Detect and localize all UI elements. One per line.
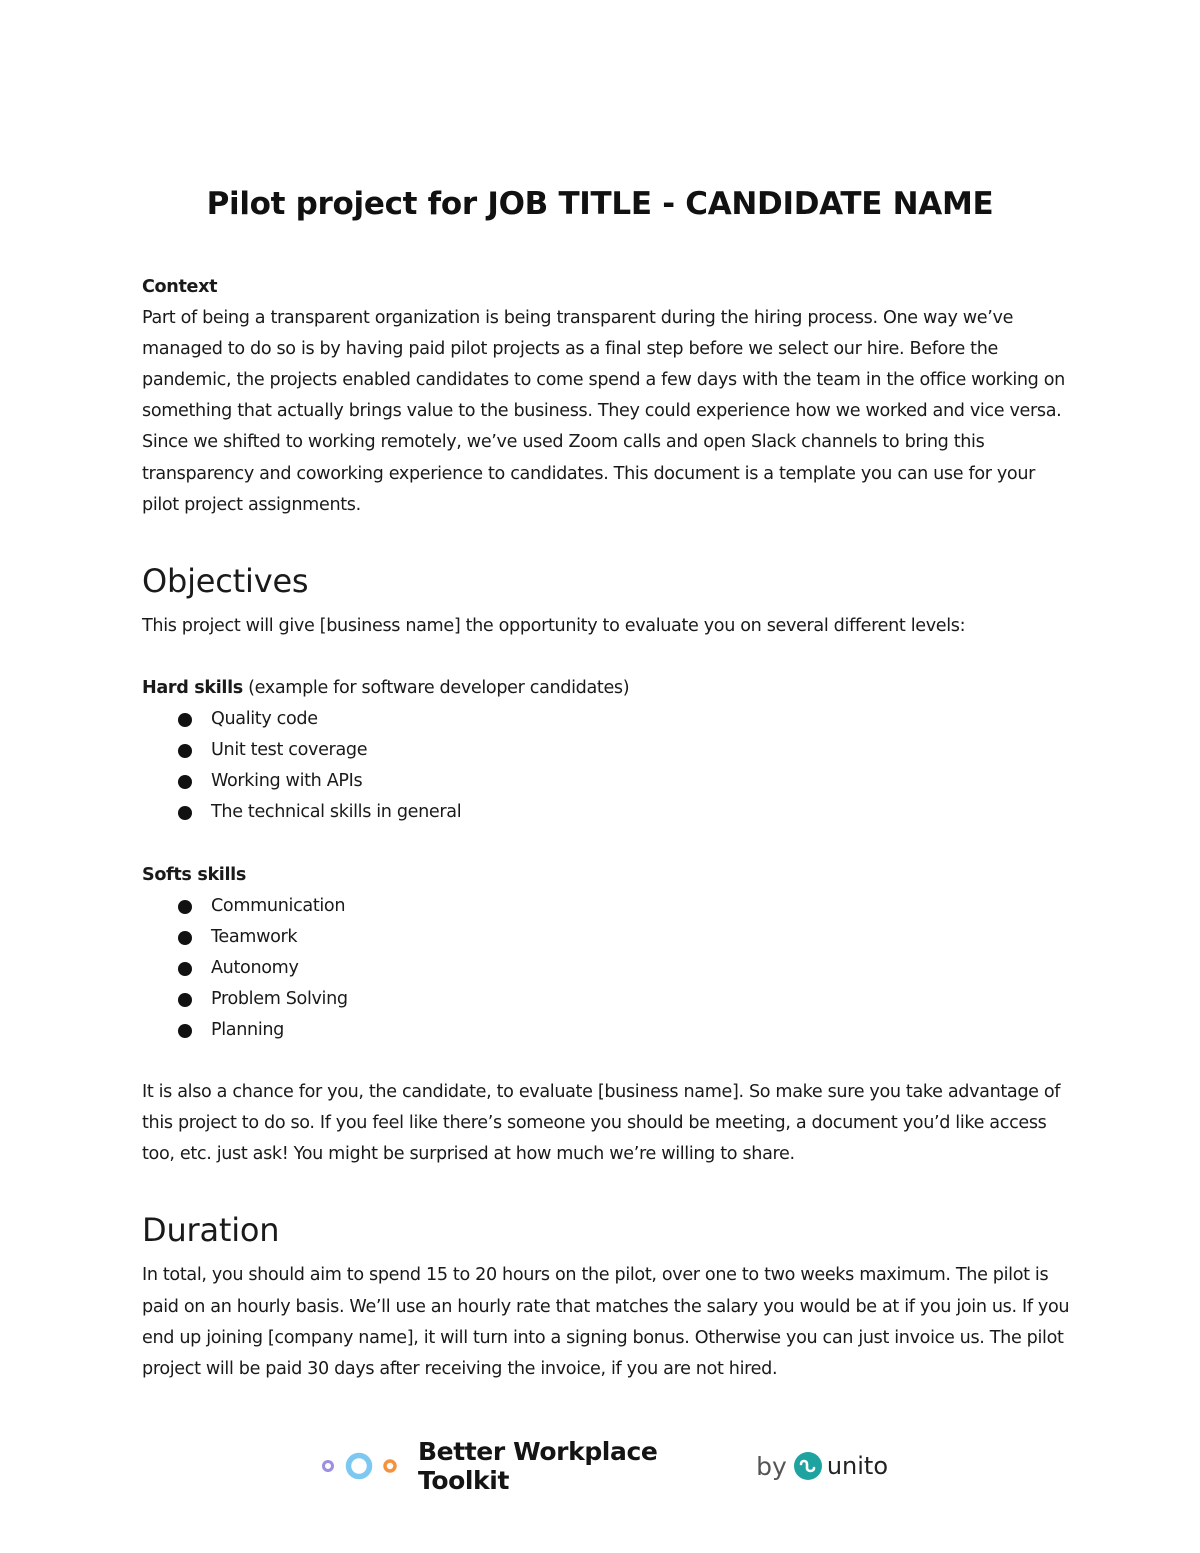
bullet-icon [178, 993, 192, 1007]
page-title: Pilot project for JOB TITLE - CANDIDATE NAME [206, 186, 994, 222]
duration-paragraph: In total, you should aim to spend 15 to 20 hours on the pilot, over one to two weeks maximum. The pilot is paid on an hourly basis. We’ll use an hourly rate that matches the salary you would be at if you join us. If you end up joining [company name], it will turn into a signing bonus. Otherwise you can just invoice us. The pilot project will be paid 30 days after receiving the invoice, if you are not hired. [142, 1265, 1070, 1379]
list-item: Unit test coverage [178, 735, 1072, 766]
list-item: Autonomy [178, 953, 1072, 984]
bullet-icon [178, 900, 192, 914]
objectives-outro: It is also a chance for you, the candidate, to evaluate [business name]. So make sure you take advantage of this project to do so. If you feel like there’s someone you should be meeting, a document you’d like access too, etc. just ask! You might be surprised at how much we’re willing to share. [142, 1082, 1061, 1165]
list-item: Communication [178, 891, 1072, 922]
context-paragraph: Part of being a transparent organization is being transparent during the hiring process. One way we’ve managed to do so is by having paid pilot projects as a final step before we select our hire. Before the pandemic, the projects enabled candidates to come spend a few days with the team in the office working on something that actually brings value to the business. They could experience how we worked and vice versa. Since we shifted to working remotely, we’ve used Zoom calls and open Slack channels to bring this transparency and coworking experience to candidates. This document is a template you can use for your pilot project assignments. [142, 308, 1065, 515]
unito-wordmark: unito [826, 1452, 888, 1480]
bullet-icon [178, 1024, 192, 1038]
objectives-intro: This project will give [business name] the opportunity to evaluate you on several different levels: [142, 615, 966, 636]
footer-by-text: by [756, 1451, 787, 1481]
list-item: Working with APIs [178, 766, 1072, 797]
list-item: Teamwork [178, 922, 1072, 953]
unito-logo [793, 1451, 888, 1481]
context-label: Context [142, 277, 218, 297]
bullet-icon [178, 962, 192, 976]
soft-skills-list [142, 891, 1072, 1046]
soft-skills-label: Softs skills [142, 864, 246, 885]
bullet-icon [178, 744, 192, 758]
bullet-icon [178, 775, 192, 789]
duration-heading: Duration [142, 1211, 280, 1250]
objectives-heading: Objectives [142, 561, 309, 600]
hard-skills-line [142, 673, 1072, 704]
toolkit-logo-icon [318, 1451, 398, 1481]
footer-brand-text: Better Workplace Toolkit [418, 1437, 658, 1495]
hard-skills-note: (example for software developer candidates) [242, 677, 630, 698]
list-item: Planning [178, 1015, 1072, 1046]
document-body [142, 272, 1072, 1385]
list-item: The technical skills in general [178, 797, 1072, 828]
bullet-icon [178, 931, 192, 945]
list-item: Quality code [178, 704, 1072, 735]
hard-skills-label: Hard skills [142, 677, 243, 698]
hard-skills-list [142, 704, 1072, 828]
list-item: Problem Solving [178, 984, 1072, 1015]
footer-branding [318, 1437, 888, 1495]
bullet-icon [178, 806, 192, 820]
bullet-icon [178, 713, 192, 727]
toolkit-circles-icon [318, 1451, 398, 1481]
unito-mark-icon [793, 1451, 823, 1481]
